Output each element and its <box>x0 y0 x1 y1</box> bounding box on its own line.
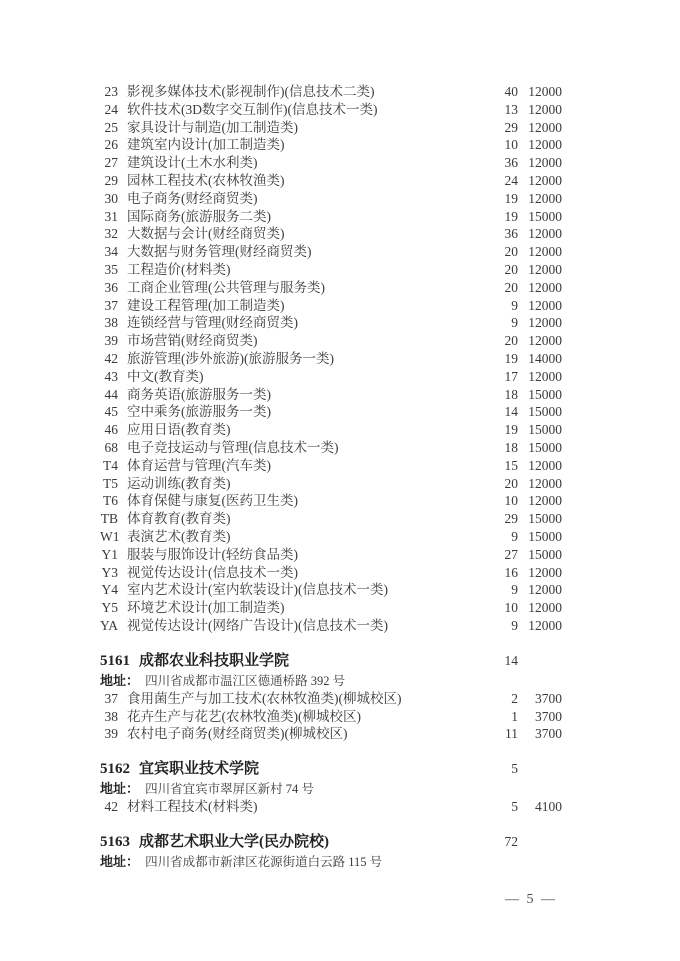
plan-count: 9 <box>511 315 518 331</box>
major-row <box>100 581 562 599</box>
plan-count: 10 <box>504 600 518 616</box>
institution-major-rows <box>100 798 562 816</box>
major-code: 23 <box>104 84 118 99</box>
tuition-fee: 15000 <box>528 511 562 527</box>
tuition-fee: 12000 <box>528 84 562 99</box>
institution-code: 5162 <box>100 761 130 778</box>
major-row <box>100 599 562 617</box>
institution-major-rows <box>100 690 562 743</box>
major-row <box>100 492 562 510</box>
institution-name: 成都艺术职业大学(民办院校) <box>139 833 329 850</box>
major-row <box>100 546 562 564</box>
major-name: 花卉生产与花艺(农林牧渔类)(柳城校区) <box>127 708 361 724</box>
major-name: 大数据与会计(财经商贸类) <box>127 226 285 242</box>
major-code: 37 <box>104 297 118 313</box>
major-row <box>100 690 562 708</box>
major-name: 建筑设计(土木水利类) <box>127 155 258 171</box>
plan-count: 20 <box>504 333 518 349</box>
tuition-fee: 12000 <box>528 172 562 188</box>
major-name: 体育运营与管理(汽车类) <box>127 457 271 473</box>
tuition-fee: 3700 <box>535 690 562 706</box>
major-code: 26 <box>104 137 118 153</box>
plan-count: 20 <box>504 244 518 260</box>
major-code: 32 <box>104 226 118 242</box>
major-name: 国际商务(旅游服务二类) <box>127 208 271 224</box>
plan-count: 36 <box>504 226 518 242</box>
tuition-fee: 12000 <box>528 368 562 384</box>
tuition-fee: 12000 <box>528 119 562 135</box>
major-row <box>100 332 562 350</box>
institution-plan-count: 72 <box>504 833 518 849</box>
major-name: 视觉传达设计(网络广告设计)(信息技术一类) <box>127 617 388 633</box>
tuition-fee: 15000 <box>528 528 562 544</box>
plan-count: 2 <box>511 690 518 706</box>
plan-count: 9 <box>511 582 518 598</box>
address-label: 地址： <box>100 672 140 688</box>
institution-name: 成都农业科技职业学院 <box>139 652 290 669</box>
major-name: 中文(教育类) <box>127 368 204 384</box>
plan-count: 20 <box>504 279 518 295</box>
major-code: 37 <box>104 690 118 706</box>
major-name: 家具设计与制造(加工制造类) <box>127 119 298 135</box>
major-code: 68 <box>104 439 118 455</box>
plan-count: 9 <box>511 297 518 313</box>
major-name: 软件技术(3D数字交互制作)(信息技术一类) <box>127 101 378 117</box>
plan-count: 19 <box>504 422 518 438</box>
major-row <box>100 225 562 243</box>
plan-count: 40 <box>504 84 518 99</box>
major-code: Y1 <box>101 546 118 562</box>
institution-code: 5161 <box>100 652 130 669</box>
major-row <box>100 172 562 190</box>
address-label: 地址： <box>100 781 140 797</box>
tuition-fee: 12000 <box>528 279 562 295</box>
plan-count: 18 <box>504 439 518 455</box>
major-code: 24 <box>104 101 118 117</box>
major-code: 35 <box>104 261 118 277</box>
major-code: 36 <box>104 279 118 295</box>
major-row <box>100 154 562 172</box>
major-name: 空中乘务(旅游服务一类) <box>127 404 271 420</box>
major-row <box>100 190 562 208</box>
major-row <box>100 725 562 743</box>
major-code: 27 <box>104 155 118 171</box>
major-name: 工商企业管理(公共管理与服务类) <box>127 279 325 295</box>
tuition-fee: 4100 <box>535 799 562 815</box>
institution-header <box>100 831 562 853</box>
major-name: 应用日语(教育类) <box>127 422 231 438</box>
institution-section <box>100 831 562 871</box>
major-row <box>100 350 562 368</box>
tuition-fee: 12000 <box>528 315 562 331</box>
institution-plan-count: 5 <box>511 761 518 777</box>
major-row <box>100 617 562 635</box>
tuition-fee: 12000 <box>528 226 562 242</box>
tuition-fee: 14000 <box>528 350 562 366</box>
major-name: 电子竞技运动与管理(信息技术一类) <box>127 439 339 455</box>
major-code: 44 <box>104 386 118 402</box>
tuition-fee: 15000 <box>528 404 562 420</box>
address-text: 四川省宜宾市翠屏区新村 74 号 <box>145 782 314 797</box>
major-name: 商务英语(旅游服务一类) <box>127 386 271 402</box>
institution-header <box>100 650 562 672</box>
plan-count: 13 <box>504 101 518 117</box>
institution-section <box>100 650 562 743</box>
major-row <box>100 83 562 101</box>
major-code: 39 <box>104 333 118 349</box>
tuition-fee: 12000 <box>528 600 562 616</box>
major-code: T6 <box>103 493 118 509</box>
address-text: 四川省成都市温江区德通桥路 392 号 <box>145 673 346 688</box>
major-row <box>100 403 562 421</box>
major-row <box>100 386 562 404</box>
major-name: 园林工程技术(农林牧渔类) <box>127 172 285 188</box>
major-name: 旅游管理(涉外旅游)(旅游服务一类) <box>127 350 334 366</box>
major-row <box>100 475 562 493</box>
major-name: 工程造价(材料类) <box>127 261 231 277</box>
tuition-fee: 15000 <box>528 422 562 438</box>
plan-count: 24 <box>504 172 518 188</box>
page-content <box>100 83 562 871</box>
major-code: 46 <box>104 422 118 438</box>
plan-count: 27 <box>504 546 518 562</box>
major-row <box>100 708 562 726</box>
tuition-fee: 12000 <box>528 493 562 509</box>
major-list <box>100 83 562 635</box>
institution-code: 5163 <box>100 833 130 850</box>
major-name: 视觉传达设计(信息技术一类) <box>127 564 298 580</box>
major-code: 42 <box>104 350 118 366</box>
institution-header <box>100 758 562 780</box>
tuition-fee: 15000 <box>528 386 562 402</box>
address-label: 地址： <box>100 853 140 869</box>
major-row <box>100 368 562 386</box>
plan-count: 29 <box>504 119 518 135</box>
plan-count: 9 <box>511 617 518 633</box>
major-row <box>100 243 562 261</box>
major-name: 电子商务(财经商贸类) <box>127 190 258 206</box>
tuition-fee: 12000 <box>528 617 562 633</box>
major-row <box>100 439 562 457</box>
tuition-fee: 12000 <box>528 261 562 277</box>
major-code: 38 <box>104 708 118 724</box>
major-code: Y5 <box>101 600 118 616</box>
major-code: YA <box>100 617 119 633</box>
plan-count: 15 <box>504 457 518 473</box>
major-name: 体育教育(教育类) <box>127 511 231 527</box>
major-code: T5 <box>103 475 118 491</box>
major-code: 43 <box>104 368 118 384</box>
tuition-fee: 12000 <box>528 244 562 260</box>
major-code: 39 <box>104 726 118 742</box>
major-code: 30 <box>104 190 118 206</box>
major-name: 连锁经营与管理(财经商贸类) <box>127 315 298 331</box>
major-row <box>100 279 562 297</box>
major-row <box>100 798 562 816</box>
institution-address <box>100 672 562 690</box>
major-code: 34 <box>104 244 118 260</box>
major-name: 农村电子商务(财经商贸类)(柳城校区) <box>127 726 348 742</box>
tuition-fee: 3700 <box>535 708 562 724</box>
major-name: 室内艺术设计(室内软装设计)(信息技术一类) <box>127 582 388 598</box>
major-name: 材料工程技术(材料类) <box>127 799 258 815</box>
plan-count: 10 <box>504 137 518 153</box>
plan-count: 36 <box>504 155 518 171</box>
plan-count: 20 <box>504 475 518 491</box>
major-code: T4 <box>103 457 118 473</box>
major-code: W1 <box>100 528 120 544</box>
page-number: — 5 — <box>505 892 557 907</box>
tuition-fee: 12000 <box>528 101 562 117</box>
plan-count: 19 <box>504 208 518 224</box>
major-name: 大数据与财务管理(财经商贸类) <box>127 244 312 260</box>
major-row <box>100 314 562 332</box>
tuition-fee: 12000 <box>528 457 562 473</box>
major-code: 38 <box>104 315 118 331</box>
major-name: 表演艺术(教育类) <box>127 528 231 544</box>
tuition-fee: 12000 <box>528 297 562 313</box>
institution-name: 宜宾职业技术学院 <box>139 761 260 778</box>
plan-count: 5 <box>511 799 518 815</box>
tuition-fee: 12000 <box>528 333 562 349</box>
tuition-fee: 15000 <box>528 439 562 455</box>
major-name: 建设工程管理(加工制造类) <box>127 297 285 313</box>
plan-count: 9 <box>511 528 518 544</box>
major-code: Y4 <box>101 582 118 598</box>
major-name: 环境艺术设计(加工制造类) <box>127 600 285 616</box>
major-code: 31 <box>104 208 118 224</box>
plan-count: 11 <box>505 726 518 742</box>
major-row <box>100 457 562 475</box>
plan-count: 10 <box>504 493 518 509</box>
major-row <box>100 564 562 582</box>
tuition-fee: 15000 <box>528 208 562 224</box>
address-text: 四川省成都市新津区花源街道白云路 115 号 <box>145 854 383 869</box>
major-code: 25 <box>104 119 118 135</box>
major-code: TB <box>100 511 118 527</box>
major-row <box>100 261 562 279</box>
major-row <box>100 101 562 119</box>
institution-address <box>100 780 562 798</box>
major-code: Y3 <box>101 564 118 580</box>
plan-count: 14 <box>504 404 518 420</box>
major-code: 29 <box>104 172 118 188</box>
tuition-fee: 12000 <box>528 564 562 580</box>
major-row <box>100 119 562 137</box>
tuition-fee: 3700 <box>535 726 562 742</box>
plan-count: 29 <box>504 511 518 527</box>
plan-count: 1 <box>511 708 518 724</box>
major-row <box>100 297 562 315</box>
tuition-fee: 12000 <box>528 475 562 491</box>
major-code: 42 <box>104 799 118 815</box>
major-name: 市场营销(财经商贸类) <box>127 333 258 349</box>
plan-count: 17 <box>504 368 518 384</box>
major-name: 食用菌生产与加工技术(农林牧渔类)(柳城校区) <box>127 690 402 706</box>
tuition-fee: 12000 <box>528 582 562 598</box>
major-name: 服装与服饰设计(轻纺食品类) <box>127 546 298 562</box>
major-row <box>100 421 562 439</box>
tuition-fee: 12000 <box>528 155 562 171</box>
institution-plan-count: 14 <box>504 652 518 668</box>
major-code: 45 <box>104 404 118 420</box>
plan-count: 16 <box>504 564 518 580</box>
major-row <box>100 136 562 154</box>
plan-count: 18 <box>504 386 518 402</box>
major-name: 建筑室内设计(加工制造类) <box>127 137 285 153</box>
plan-count: 20 <box>504 261 518 277</box>
plan-count: 19 <box>504 350 518 366</box>
major-row <box>100 528 562 546</box>
major-name: 运动训练(教育类) <box>127 475 231 491</box>
institution-section <box>100 758 562 816</box>
tuition-fee: 12000 <box>528 190 562 206</box>
tuition-fee: 15000 <box>528 546 562 562</box>
institution-list <box>100 650 562 871</box>
institution-address <box>100 853 562 871</box>
major-name: 影视多媒体技术(影视制作)(信息技术二类) <box>127 84 375 99</box>
major-row <box>100 208 562 226</box>
major-name: 体育保健与康复(医药卫生类) <box>127 493 298 509</box>
major-row <box>100 510 562 528</box>
tuition-fee: 12000 <box>528 137 562 153</box>
plan-count: 19 <box>504 190 518 206</box>
